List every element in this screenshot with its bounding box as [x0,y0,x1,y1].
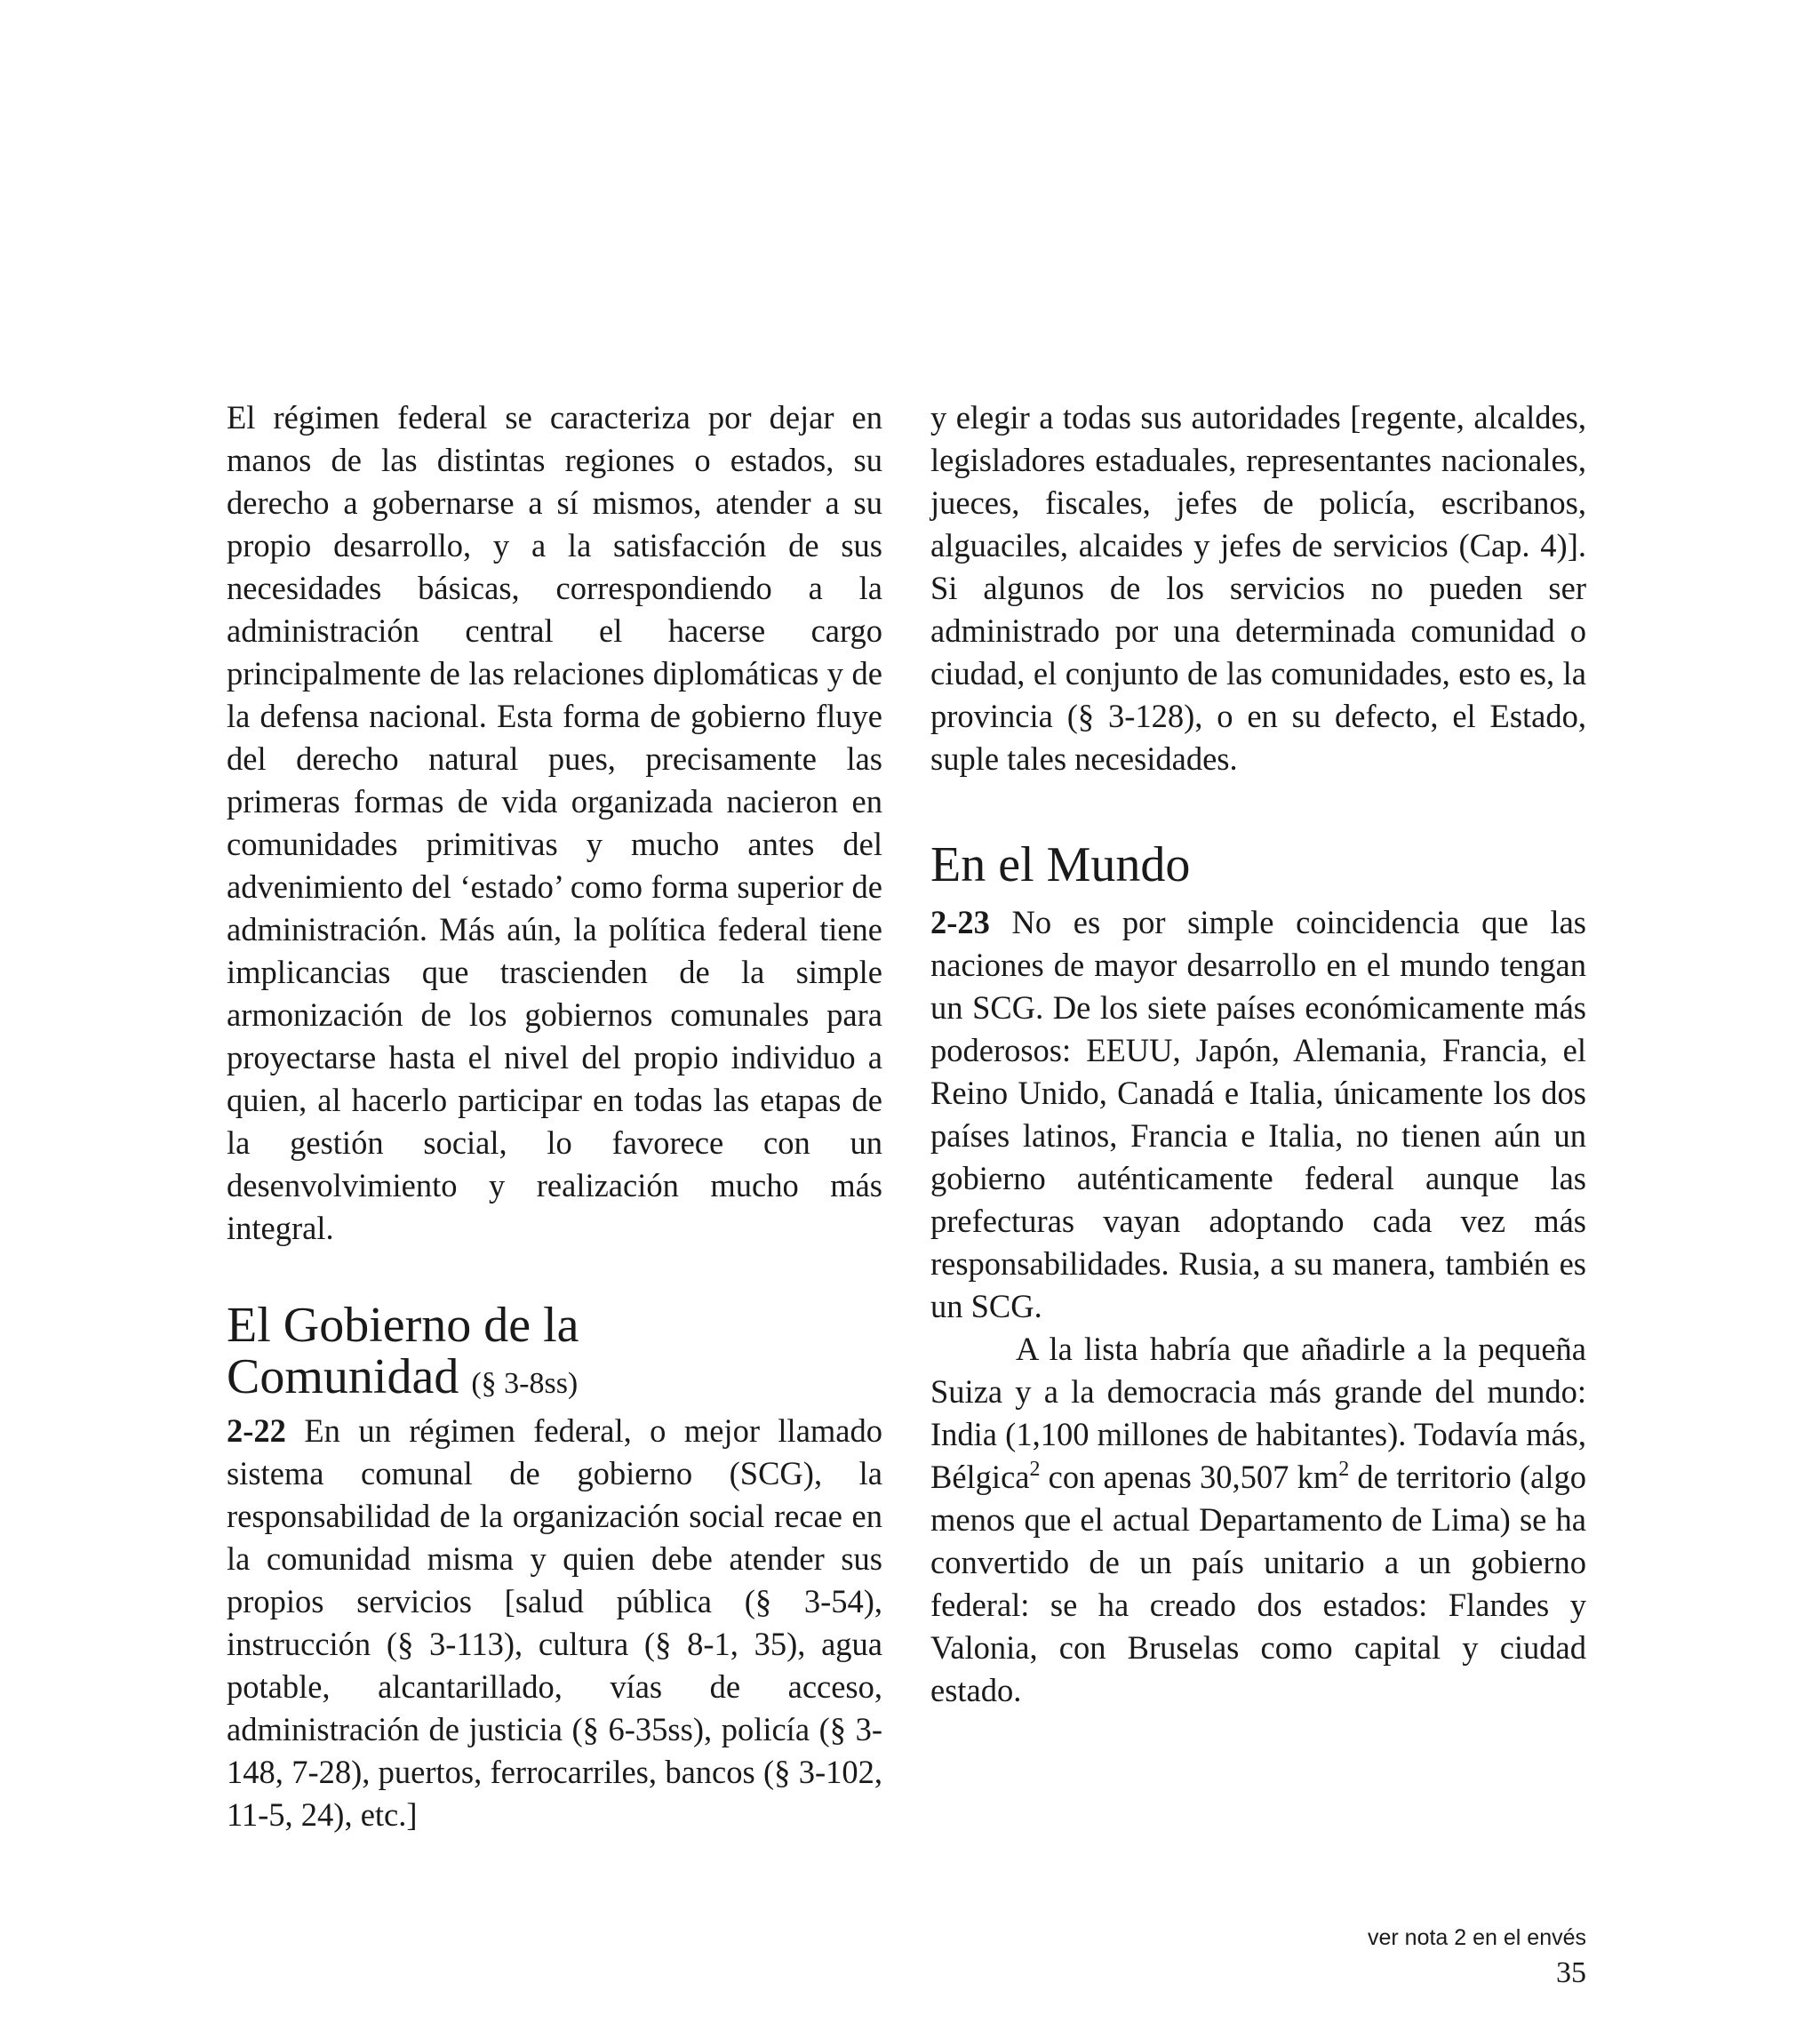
section-text: No es por simple coincidencia que las naciones de mayor desarrollo en el mundo tengan un SCG. De los siete países económicamente más poderosos: EEUU, Japón, Alemania, Francia, el Reino Unido, Canadá e Italia, únicamente los dos países latinos, Francia e Italia, no tienen aún un gobierno auténticamente federal aunque las prefecturas vayan adoptando cada vez más responsabilidades. Rusia, a su manera, también es un SCG. [930,904,1587,1324]
heading-line-1: El Gobierno de la [227,1298,579,1353]
section-2-23-paragraph [930,901,1586,1328]
continuation-paragraph: y elegir a todas sus autoridades [regente, alcaldes, legisladores estaduales, representantes nacionales, jueces, fiscales, jefes de policía, escribanos, alguaciles, alcaides y jefes de servicios (Cap. 4)]. Si algunos de los servicios no pueden ser administrado por una determinada comunidad o ciudad, el conjunto de las comunidades, esto es, la provincia (§ 3-128), o en su defecto, el Estado, suple tales necesidades. [930,399,1586,777]
footnote-mark: 2 [1029,1458,1041,1481]
section-number: 2-22 [227,1412,286,1449]
section-text: En un régimen federal, o mejor llamado sistema comunal de gobierno (SCG), la responsabilidad de la organización social recae en la comunidad misma y quien debe atender sus propios servicios [salud pública (§ 3-54), instrucción (§ 3-113), cultura (§ 8-1, 35), agua potable, alcantarillado, vías de acceso, administración de justicia (§ 6-35ss), policía (§ 3-148, 7-28), puertos, ferrocarriles, bancos (§ 3-102, 11-5, 24), etc.] [227,1412,882,1833]
section-number: 2-23 [930,904,990,940]
heading-line-2: Comunidad [227,1349,459,1404]
left-column [227,396,882,1836]
section-2-22-paragraph [227,1410,882,1836]
page-number: 35 [1556,1956,1586,1989]
section-heading-gobierno-comunidad [227,1299,882,1410]
km-exponent: 2 [1338,1458,1350,1481]
footnote-reference: ver nota 2 en el envés [1368,1925,1586,1950]
list-paragraph: A la lista habría que añadirle a la pequeña Suiza y a la democracia más grande del mundo: India (1,100 millones de habitantes). Todavía más, Bélgica$^2$ con apenas 30,507 $km^2$ de territorio (algo menos que el actual Departamento de Lima) se ha convertido de un país unitario a un gobierno federal: se ha creado dos estados: Flandes y Valonia, con Bruselas como capital y ciudad estado. [930,1331,1586,1708]
right-column [930,396,1586,1712]
section-heading-en-el-mundo: En el Mundo [930,837,1191,892]
heading-reference: (§ 3-8ss) [471,1367,579,1400]
intro-paragraph: El régimen federal se caracteriza por dejar en manos de las distintas regiones o estados, su derecho a gobernarse a sí mismos, atender a su propio desarrollo, y a la satisfacción de sus necesidades básicas, correspondiendo a la administración central el hacerse cargo principalmente de las relaciones diplomáticas y de la defensa nacional. Esta forma de gobierno fluye del derecho natural pues, precisamente las primeras formas de vida organizada nacieron en comunidades primitivas y mucho antes del advenimiento del ‘estado’ como forma superior de administración. Más aún, la política federal tiene implicancias que trascienden de la simple armonización de los gobiernos comunales para proyectarse hasta el nivel del propio individuo a quien, al hacerlo participar en todas las etapas de la gestión social, lo favorece con un desenvolvimiento y realización mucho más integral. [227,399,882,1246]
